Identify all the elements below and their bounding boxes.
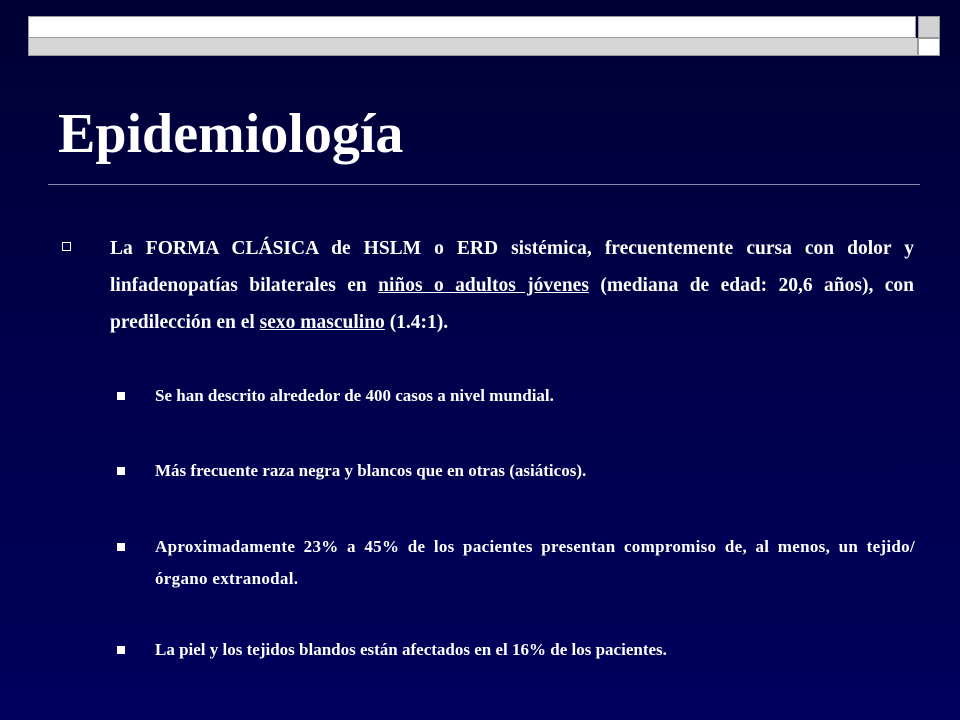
decorative-corner-square-lower bbox=[918, 38, 940, 56]
sub-bullet-text: Más frecuente raza negra y blancos que en otras (asiáticos). bbox=[155, 461, 587, 480]
filled-square-bullet-icon bbox=[117, 543, 125, 551]
main-bullet-underline-2: sexo masculino bbox=[259, 312, 385, 333]
filled-square-bullet-icon bbox=[117, 467, 125, 475]
main-bullet-underline-1: niños o adultos jóvenes bbox=[378, 275, 589, 296]
main-bullet bbox=[110, 230, 914, 341]
sub-bullet-text: La piel y los tejidos blandos están afectados en el 16% de los pacientes. bbox=[155, 640, 667, 659]
main-bullet-text-1: La FORMA CLÁSICA de HSLM o ERD sistémica, frecuentemente cursa con dolor y linfadenopatías bilaterales en bbox=[110, 238, 914, 296]
decorative-corner-square bbox=[918, 16, 940, 38]
filled-square-bullet-icon bbox=[117, 392, 125, 400]
main-bullet-text-3: (1.4:1). bbox=[384, 312, 449, 333]
sub-bullet-text: Se han descrito alrededor de 400 casos a nivel mundial. bbox=[155, 386, 554, 405]
sub-bullet-text: Aproximadamente 23% a 45% de los pacientes presentan compromiso de, al menos, un tejido/órgano extranodal. bbox=[155, 537, 915, 588]
title-divider bbox=[48, 184, 920, 185]
sub-bullet bbox=[155, 531, 915, 595]
filled-square-bullet-icon bbox=[117, 646, 125, 654]
decorative-top-bar-lower bbox=[28, 38, 918, 56]
hollow-square-bullet-icon bbox=[62, 242, 71, 251]
main-bullet-text-2: (mediana de edad: 20,6 años), con predilección en el bbox=[110, 275, 914, 333]
sub-bullet bbox=[155, 455, 915, 487]
sub-bullet bbox=[155, 634, 915, 666]
slide-title: Epidemiología bbox=[58, 103, 404, 165]
sub-bullet bbox=[155, 380, 915, 412]
decorative-top-bar bbox=[28, 16, 916, 38]
